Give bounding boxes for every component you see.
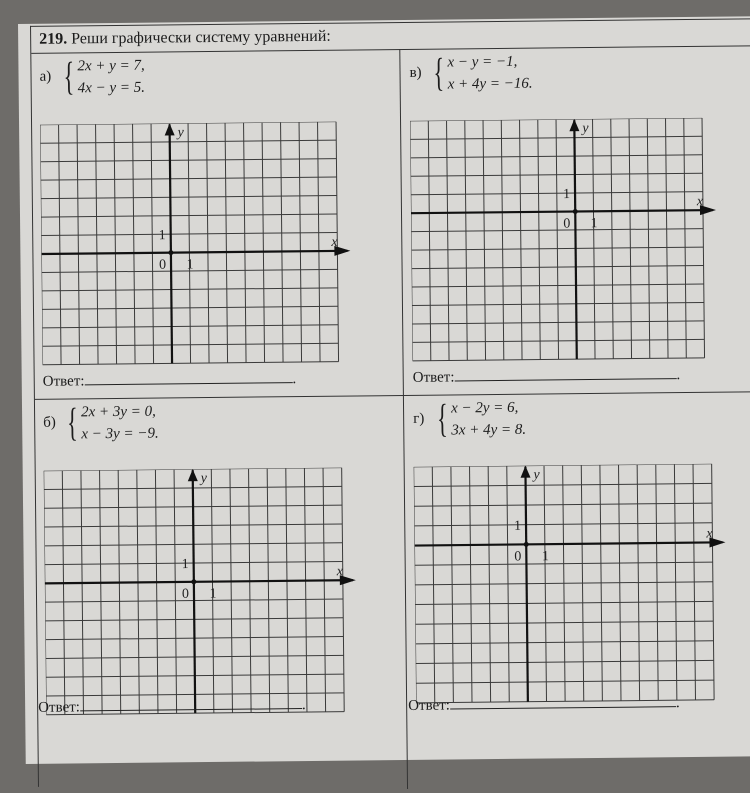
problem-label: в) [409,64,422,81]
grid-line-vertical [465,120,468,360]
grid-line-vertical [137,470,140,714]
grid-line-vertical [100,470,103,714]
grid-line-vertical [281,122,284,362]
answer-line[interactable] [408,694,680,715]
grid-line-vertical [447,121,450,361]
origin-point [524,542,529,547]
equation-1: x − 2y = 6, [450,399,519,417]
answer-blank[interactable] [454,366,676,381]
problem-label: а) [39,68,52,85]
grid-line-vertical [538,120,541,360]
problem-label: б) [43,414,56,431]
problem-label: г) [413,410,425,427]
y-axis-label: y [177,125,184,141]
problem-v [401,47,750,393]
grid-line-vertical [249,469,252,713]
coordinate-grid[interactable] [44,467,359,718]
grid-line-vertical [556,119,559,359]
answer-end: . [675,695,680,712]
grid-lines [410,118,704,361]
y-axis-arrow [569,119,579,131]
grid-line-vertical [323,468,326,712]
answer-end: . [301,697,306,714]
y-axis-arrow [188,469,198,481]
origin-label: 0 [158,257,167,273]
grid-line-vertical [410,121,413,361]
grid-line-vertical [501,120,504,360]
grid-line-vertical [342,468,345,712]
grid-line-vertical [244,123,247,363]
grid-line-vertical [77,124,80,364]
equation-2: 4x − y = 5. [77,79,146,97]
grid-line-vertical [666,118,669,358]
x-axis [41,251,347,254]
grid-line-vertical [133,124,136,364]
coordinate-grid[interactable] [410,118,719,365]
x-axis-label: x [331,234,338,250]
grid-line-vertical [684,118,687,358]
grid-line-vertical [174,469,177,713]
grid-line-vertical [155,470,158,714]
answer-label: Ответ: [38,699,81,716]
answer-line[interactable] [413,366,681,387]
answer-line[interactable] [38,696,306,717]
problem-a [31,51,401,397]
x-unit-label: 1 [590,216,598,232]
system-brace: { [436,395,448,441]
x-axis-label: x [336,564,344,580]
grid-line-vertical [81,470,84,714]
grid-line-vertical [629,119,632,359]
origin-point [168,250,173,255]
equation-2: x − 3y = −9. [81,425,159,443]
grid-line-vertical [590,119,598,359]
x-unit-label: 1 [186,257,194,273]
answer-end: . [676,367,681,384]
answer-line[interactable] [43,370,297,391]
y-axis [525,467,527,702]
answer-blank[interactable] [80,696,302,711]
x-axis-label: x [706,526,713,542]
equation-2: 3x + 4y = 8. [451,421,527,439]
y-unit-label: 1 [513,518,522,534]
grid-line-vertical [267,468,270,712]
grid-line-vertical [702,118,705,358]
grid-line-vertical [318,122,321,362]
y-unit-label: 1 [158,228,166,244]
origin-label: 0 [514,549,522,565]
grid-line-vertical [299,122,302,362]
exercise-table [30,18,750,787]
system-brace: { [433,49,445,95]
grid-line-vertical [96,124,99,364]
x-axis [45,580,353,583]
answer-blank[interactable] [450,694,676,709]
coordinate-grid[interactable] [414,464,728,707]
grid-line-vertical [207,123,210,363]
x-axis-label: x [696,194,704,210]
equation-1: 2x + 3y = 0, [80,403,156,421]
origin-label: 0 [181,586,190,602]
x-axis [414,542,722,545]
x-unit-label: 1 [541,549,550,565]
grid-line-vertical [118,470,121,714]
answer-label: Ответ: [412,369,455,386]
answer-label: Ответ: [408,697,451,714]
grid-line-vertical [59,125,62,365]
task-number: 219. [39,30,68,48]
task-title [39,24,331,53]
grid-line-vertical [44,471,47,715]
y-axis-arrow [520,466,530,478]
workbook-page [18,16,750,764]
grid-line-vertical [428,121,431,361]
coordinate-grid[interactable] [40,122,353,369]
grid-line-vertical [230,469,233,713]
x-axis [411,210,713,213]
origin-point [191,579,196,584]
origin-label: 0 [563,216,571,232]
task-text: Реши графически систему уравнений: [71,27,331,48]
problem-g [405,393,750,737]
x-unit-label: 1 [209,586,217,602]
grid-line-vertical [151,124,154,364]
grid-line-vertical [114,124,117,364]
y-axis-label: y [200,471,208,487]
equation-1: x − y = −1, [447,53,518,71]
grid-line-vertical [40,125,43,365]
y-axis-arrow [165,123,175,135]
grid-line-vertical [225,123,228,363]
grid-line-vertical [647,118,650,358]
y-unit-label: 1 [562,187,571,203]
y-axis-label: y [533,467,540,483]
y-axis-label: y [582,121,589,137]
answer-label: Ответ: [42,373,85,390]
grid-lines [414,464,714,703]
grid-line-vertical [520,120,523,360]
grid-line-vertical [262,122,265,362]
grid-lines [40,122,338,365]
y-unit-label: 1 [181,557,189,573]
answer-blank[interactable] [84,370,292,385]
equation-2: x + 4y = −16. [447,75,533,93]
system-brace: { [63,53,75,99]
grid-line-vertical [286,468,289,712]
equation-1: 2x + y = 7, [77,57,145,75]
grid-line-vertical [301,468,307,714]
origin-point [573,209,578,214]
answer-end: . [292,371,297,388]
system-brace: { [66,399,78,445]
grid-line-vertical [186,123,194,363]
problem-b [35,397,405,741]
grid-line-vertical [483,120,486,360]
grid-line-vertical [62,471,65,715]
grid-line-vertical [611,119,614,359]
